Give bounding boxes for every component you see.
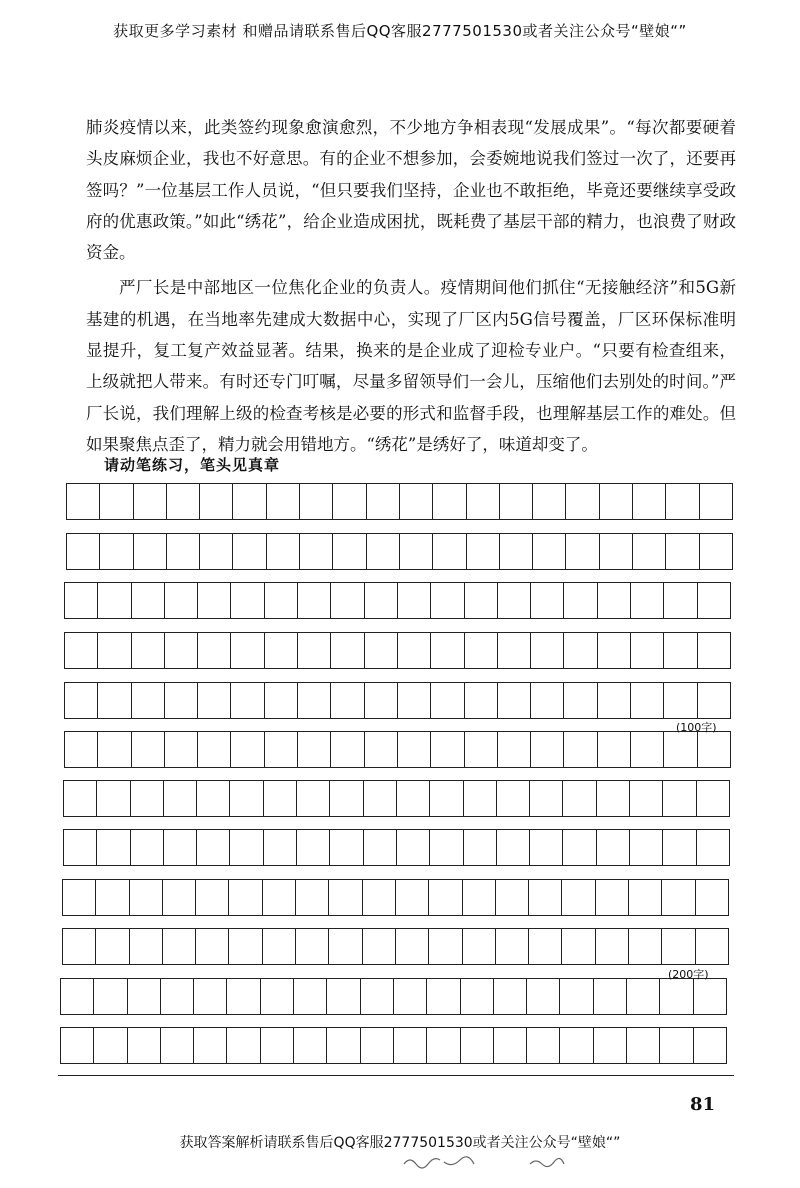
grid-cell	[167, 483, 200, 520]
grid-cell	[498, 731, 531, 768]
grid-cell	[664, 582, 697, 619]
grid-cell	[298, 582, 331, 619]
grid-cell	[98, 682, 131, 719]
grid-cell	[467, 483, 500, 520]
grid-cell	[96, 928, 129, 965]
grid-cell	[629, 928, 662, 965]
grid-cell	[696, 928, 729, 965]
grid-cell	[134, 483, 167, 520]
grid-cell	[100, 533, 133, 570]
grid-cell	[94, 1027, 127, 1064]
grid-cell	[298, 632, 331, 669]
grid-cell	[698, 682, 731, 719]
grid-cell	[365, 682, 398, 719]
grid-cell	[430, 780, 463, 817]
grid-cell	[261, 978, 294, 1015]
grid-cell	[98, 582, 131, 619]
grid-cell	[230, 829, 263, 866]
grid-cell	[496, 879, 529, 916]
article-body	[86, 112, 736, 460]
grid-cell	[427, 1027, 460, 1064]
grid-cell	[200, 533, 233, 570]
grid-cell	[465, 582, 498, 619]
grid-cell	[662, 879, 695, 916]
grid-cell	[165, 682, 198, 719]
grid-cell	[400, 533, 433, 570]
grid-cell	[398, 731, 431, 768]
grid-cell	[629, 879, 662, 916]
grid-cell	[134, 533, 167, 570]
grid-cell	[294, 978, 327, 1015]
grid-cell	[94, 978, 127, 1015]
grid-cell	[333, 533, 366, 570]
grid-cell	[431, 682, 464, 719]
grid-cell	[531, 682, 564, 719]
grid-cell	[261, 1027, 294, 1064]
grid-cell	[165, 632, 198, 669]
grid-cell	[64, 780, 97, 817]
grid-cell	[597, 780, 630, 817]
grid-cell	[631, 731, 664, 768]
grid-cell	[61, 978, 94, 1015]
grid-cell	[529, 928, 562, 965]
grid-row	[64, 582, 731, 619]
grid-cell	[633, 533, 666, 570]
grid-cell	[131, 780, 164, 817]
grid-cell	[698, 582, 731, 619]
grid-cell	[132, 731, 165, 768]
grid-cell	[596, 879, 629, 916]
grid-cell	[527, 1027, 560, 1064]
grid-cell	[627, 1027, 660, 1064]
page-footer-watermark: 获取答案解析请联系售后QQ客服2777501530或者关注公众号“壁娘“”	[179, 1135, 621, 1151]
grid-cell	[331, 731, 364, 768]
grid-cell	[497, 829, 530, 866]
grid-cell	[396, 928, 429, 965]
grid-cell	[194, 978, 227, 1015]
grid-cell	[97, 829, 130, 866]
grid-cell	[530, 780, 563, 817]
grid-cell	[330, 829, 363, 866]
grid-cell	[433, 483, 466, 520]
grid-cell	[664, 731, 697, 768]
grid-row	[64, 632, 731, 669]
grid-cell	[363, 928, 396, 965]
grid-cell	[296, 879, 329, 916]
grid-cell	[666, 533, 699, 570]
grid-cell	[297, 829, 330, 866]
grid-cell	[597, 829, 630, 866]
grid-cell	[496, 928, 529, 965]
grid-cell	[265, 682, 298, 719]
grid-cell	[200, 483, 233, 520]
grid-cell	[233, 483, 266, 520]
grid-row	[63, 780, 730, 817]
grid-cell	[297, 780, 330, 817]
grid-cell	[394, 978, 427, 1015]
grid-cell	[697, 780, 730, 817]
grid-cell	[564, 682, 597, 719]
grid-cell	[131, 829, 164, 866]
grid-cell	[465, 682, 498, 719]
grid-cell	[298, 682, 331, 719]
grid-cell	[594, 1027, 627, 1064]
grid-cell	[167, 533, 200, 570]
grid-cell	[161, 978, 194, 1015]
grid-cell	[533, 533, 566, 570]
grid-cell	[531, 632, 564, 669]
grid-cell	[498, 682, 531, 719]
grid-cell	[264, 780, 297, 817]
grid-cell	[231, 682, 264, 719]
grid-cell	[664, 632, 697, 669]
grid-cell	[596, 928, 629, 965]
grid-cell	[264, 829, 297, 866]
grid-cell	[563, 780, 596, 817]
grid-cell	[433, 533, 466, 570]
grid-cell	[229, 879, 262, 916]
grid-cell	[196, 928, 229, 965]
grid-cell	[361, 1027, 394, 1064]
grid-row	[60, 1027, 727, 1064]
grid-cell	[562, 879, 595, 916]
grid-cell	[161, 1027, 194, 1064]
grid-cell	[700, 533, 733, 570]
grid-cell	[265, 731, 298, 768]
page-number: 81	[690, 1094, 716, 1115]
grid-row	[63, 829, 730, 866]
grid-cell	[397, 780, 430, 817]
grid-row	[60, 978, 727, 1015]
grid-cell	[365, 632, 398, 669]
count-label-200: (200字)	[668, 968, 709, 981]
grid-cell	[494, 1027, 527, 1064]
grid-cell	[331, 682, 364, 719]
grid-cell	[329, 879, 362, 916]
grid-cell	[465, 731, 498, 768]
grid-cell	[398, 632, 431, 669]
grid-cell	[329, 928, 362, 965]
grid-cell	[463, 928, 496, 965]
grid-cell	[300, 533, 333, 570]
grid-cell	[165, 731, 198, 768]
grid-cell	[594, 978, 627, 1015]
grid-cell	[660, 978, 693, 1015]
grid-cell	[698, 731, 731, 768]
grid-cell	[132, 582, 165, 619]
grid-cell	[198, 632, 231, 669]
grid-cell	[296, 928, 329, 965]
grid-cell	[394, 1027, 427, 1064]
count-label-100: (100字)	[676, 721, 717, 734]
grid-cell	[464, 780, 497, 817]
grid-cell	[631, 682, 664, 719]
grid-cell	[566, 533, 599, 570]
grid-cell	[63, 879, 96, 916]
grid-cell	[197, 780, 230, 817]
grid-cell	[663, 829, 696, 866]
grid-cell	[65, 682, 98, 719]
grid-cell	[227, 978, 260, 1015]
grid-cell	[531, 582, 564, 619]
grid-cell	[64, 829, 97, 866]
grid-row	[62, 928, 729, 965]
grid-cell	[600, 483, 633, 520]
grid-cell	[660, 1027, 693, 1064]
grid-cell	[431, 582, 464, 619]
grid-cell	[398, 582, 431, 619]
grid-cell	[263, 879, 296, 916]
grid-row	[64, 682, 731, 719]
scanned-stamp-smudge	[400, 1152, 590, 1172]
grid-row	[66, 533, 733, 570]
grid-cell	[696, 879, 729, 916]
grid-cell	[97, 780, 130, 817]
grid-cell	[464, 829, 497, 866]
grid-cell	[98, 632, 131, 669]
grid-cell	[198, 731, 231, 768]
grid-cell	[165, 582, 198, 619]
grid-cell	[163, 879, 196, 916]
grid-cell	[364, 780, 397, 817]
grid-cell	[130, 928, 163, 965]
grid-cell	[598, 582, 631, 619]
grid-cell	[698, 632, 731, 669]
grid-cell	[294, 1027, 327, 1064]
grid-cell	[365, 582, 398, 619]
grid-cell	[267, 533, 300, 570]
grid-row	[66, 483, 733, 520]
grid-cell	[67, 533, 100, 570]
grid-row	[64, 731, 731, 768]
grid-cell	[164, 780, 197, 817]
grid-cell	[65, 582, 98, 619]
grid-cell	[233, 533, 266, 570]
grid-cell	[461, 1027, 494, 1064]
grid-cell	[231, 632, 264, 669]
grid-cell	[300, 483, 333, 520]
grid-cell	[265, 632, 298, 669]
grid-cell	[500, 483, 533, 520]
grid-cell	[194, 1027, 227, 1064]
grid-cell	[231, 731, 264, 768]
grid-cell	[63, 928, 96, 965]
grid-cell	[563, 829, 596, 866]
grid-cell	[367, 533, 400, 570]
grid-cell	[700, 483, 733, 520]
grid-cell	[564, 731, 597, 768]
grid-cell	[367, 483, 400, 520]
grid-cell	[429, 928, 462, 965]
grid-cell	[98, 731, 131, 768]
grid-cell	[498, 632, 531, 669]
grid-cell	[498, 582, 531, 619]
grid-cell	[631, 632, 664, 669]
grid-cell	[631, 582, 664, 619]
grid-cell	[633, 483, 666, 520]
grid-cell	[527, 978, 560, 1015]
grid-cell	[231, 582, 264, 619]
grid-cell	[330, 780, 363, 817]
grid-cell	[564, 632, 597, 669]
grid-cell	[298, 731, 331, 768]
grid-cell	[397, 829, 430, 866]
grid-cell	[560, 978, 593, 1015]
grid-cell	[627, 978, 660, 1015]
grid-cell	[600, 533, 633, 570]
grid-cell	[427, 978, 460, 1015]
grid-row	[62, 879, 729, 916]
grid-cell	[430, 829, 463, 866]
grid-cell	[333, 483, 366, 520]
grid-cell	[61, 1027, 94, 1064]
grid-cell	[227, 1027, 260, 1064]
grid-cell	[630, 780, 663, 817]
page-header-watermark: 获取更多学习素材 和赠品请联系售后QQ客服2777501530或者关注公众号“壁娘“”	[113, 22, 687, 40]
grid-cell	[463, 879, 496, 916]
grid-cell	[598, 682, 631, 719]
grid-cell	[694, 1027, 727, 1064]
grid-cell	[694, 978, 727, 1015]
grid-cell	[598, 632, 631, 669]
grid-cell	[327, 1027, 360, 1064]
grid-cell	[500, 533, 533, 570]
grid-cell	[364, 829, 397, 866]
grid-cell	[197, 829, 230, 866]
grid-cell	[529, 879, 562, 916]
grid-cell	[533, 483, 566, 520]
grid-cell	[128, 1027, 161, 1064]
grid-cell	[566, 483, 599, 520]
grid-cell	[398, 682, 431, 719]
grid-cell	[431, 632, 464, 669]
grid-cell	[132, 632, 165, 669]
grid-cell	[429, 879, 462, 916]
grid-cell	[365, 731, 398, 768]
grid-cell	[130, 879, 163, 916]
grid-cell	[564, 582, 597, 619]
grid-cell	[164, 829, 197, 866]
grid-cell	[431, 731, 464, 768]
grid-cell	[163, 928, 196, 965]
grid-cell	[128, 978, 161, 1015]
grid-cell	[267, 483, 300, 520]
grid-cell	[230, 780, 263, 817]
grid-cell	[132, 682, 165, 719]
grid-cell	[96, 879, 129, 916]
grid-cell	[497, 780, 530, 817]
grid-cell	[666, 483, 699, 520]
practice-instruction: 请动笔练习，笔头见真章	[104, 456, 281, 474]
grid-cell	[560, 1027, 593, 1064]
grid-cell	[196, 879, 229, 916]
grid-cell	[531, 731, 564, 768]
grid-cell	[663, 780, 696, 817]
grid-cell	[467, 533, 500, 570]
grid-cell	[229, 928, 262, 965]
grid-cell	[263, 928, 296, 965]
grid-cell	[327, 978, 360, 1015]
grid-cell	[494, 978, 527, 1015]
grid-cell	[400, 483, 433, 520]
grid-cell	[67, 483, 100, 520]
grid-cell	[396, 879, 429, 916]
grid-cell	[100, 483, 133, 520]
grid-cell	[65, 632, 98, 669]
grid-cell	[361, 978, 394, 1015]
grid-cell	[530, 829, 563, 866]
paragraph-2: 严厂长是中部地区一位焦化企业的负责人。疫情期间他们抓住“无接触经济”和5G新基建的机遇，在当地率先建成大数据中心，实现了厂区内5G信号覆盖，厂区环保标准明显提升，复工复产效益显著。结果，换来的是企业成了迎检专业户。“只要有检查组来，上级就把人带来。有时还专门叮嘱，尽量多留领导们一会儿，压缩他们去别处的时间。”严厂长说，我们理解上级的检查考核是必要的形式和监督手段，也理解基层工作的难处。但如果聚焦点歪了，精力就会用错地方。“绣花”是绣好了，味道却变了。	[86, 278, 736, 454]
grid-cell	[363, 879, 396, 916]
grid-cell	[662, 928, 695, 965]
grid-cell	[664, 682, 697, 719]
grid-cell	[331, 632, 364, 669]
grid-cell	[198, 582, 231, 619]
grid-cell	[331, 582, 364, 619]
grid-cell	[461, 978, 494, 1015]
grid-cell	[65, 731, 98, 768]
grid-cell	[630, 829, 663, 866]
grid-cell	[598, 731, 631, 768]
grid-cell	[465, 632, 498, 669]
grid-cell	[562, 928, 595, 965]
grid-cell	[198, 682, 231, 719]
grid-cell	[697, 829, 730, 866]
grid-cell	[265, 582, 298, 619]
paragraph-1: 肺炎疫情以来，此类签约现象愈演愈烈，不少地方争相表现“发展成果”。“每次都要硬着头皮麻烦企业，我也不好意思。有的企业不想参加，会委婉地说我们签过一次了，还要再签吗？”一位基层工作人员说，“但只要我们坚持，企业也不敢拒绝，毕竟还要继续享受政府的优惠政策。”如此“绣花”，给企业造成困扰，既耗费了基层干部的精力，也浪费了财政资金。	[86, 118, 736, 263]
bottom-rule	[58, 1075, 734, 1076]
